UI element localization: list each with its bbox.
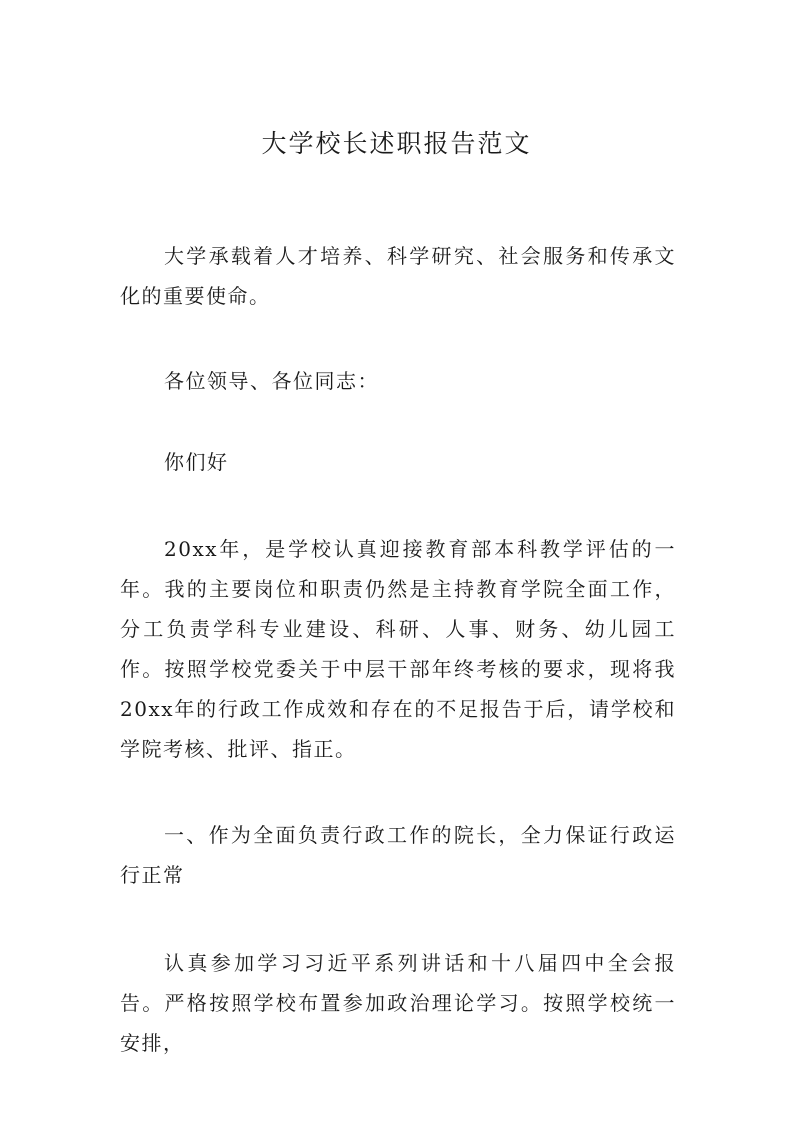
document-title: 大学校长述职报告范文 <box>261 129 532 158</box>
paragraph-study: 认真参加学习习近平系列讲话和十八届四中全会报告。严格按照学校布置参加政治理论学习。按照学校统一安排， <box>120 951 676 1055</box>
paragraph-overview: 20xx年，是学校认真迎接教育部本科教学评估的一年。我的主要岗位和职责仍然是主持教育学院全面工作，分工负责学科专业建设、科研、人事、财务、幼儿园工作。按照学校党委关于中层干部年终考核的要求，现将我20xx年的行政工作成效和存在的不足报告于后，请学校和学院考核、批评、指正。 <box>120 537 676 761</box>
paragraph-greeting: 你们好 <box>164 450 229 474</box>
paragraph-salutation: 各位领导、各位同志： <box>164 369 379 393</box>
section-heading-1: 一、作为全面负责行政工作的院长，全力保证行政运行正常 <box>120 823 676 887</box>
paragraph-intro: 大学承载着人才培养、科学研究、社会服务和传承文化的重要使命。 <box>120 244 676 308</box>
